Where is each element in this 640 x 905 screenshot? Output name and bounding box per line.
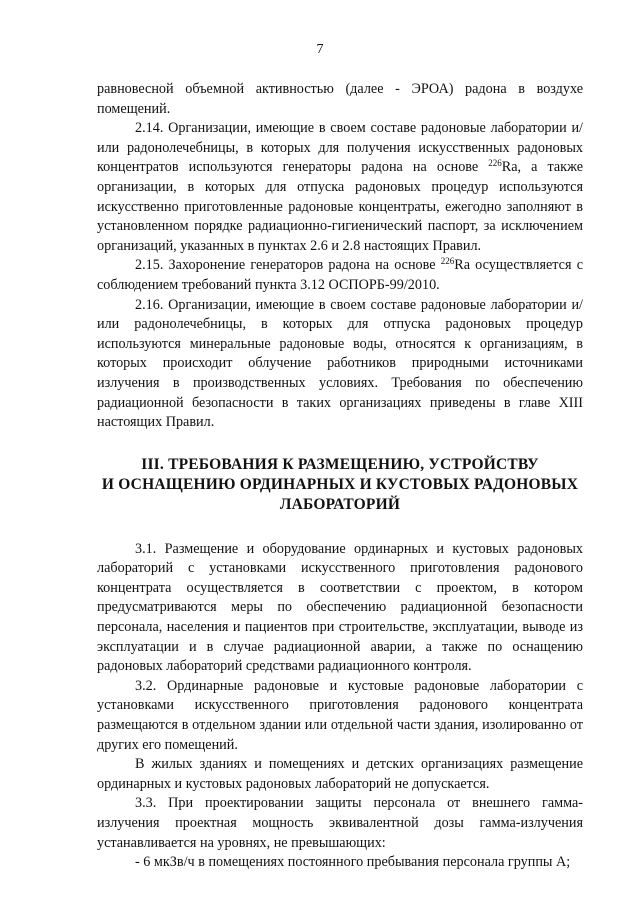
paragraph-2-16: 2.16. Организации, имеющие в своем составе радоновые лаборатории и/или радонолечебницы, в которых для отпуска радоновых процедур используются минеральные радоновые воды, относятся к организациям, в которых происходит облучение работников природными источниками излучения в производственных условиях. Требования по обеспечению радиационной безопасности в таких организациях приведены в главе XIII настоящих Правил. (97, 296, 583, 431)
paragraph-3-2: 3.2. Ординарные радоновые и кустовые радоновые лаборатории с установками искусственного приготовления радонового концентрата размещаются в отдельном здании или отдельной части здания, изолированно от других его помещений. (97, 677, 583, 753)
paragraph-2-15 (97, 256, 583, 295)
document-body (97, 80, 583, 873)
section-title-line-2: И ОСНАЩЕНИЮ ОРДИНАРНЫХ И КУСТОВЫХ РАДОНОВЫХ (101, 475, 579, 493)
paragraph-2-14-text-b: Ra, а также организации, в которых для отпуска радоновых процедур используются искусственно приготовленные радоновые концентраты, ежегодно заполняют в установленном порядке радиационно-гигиенический паспорт, за исключением организаций, указанных в пунктах 2.6 и 2.8 настоящих Правил. (97, 159, 583, 254)
paragraph-3-2-note: В жилых зданиях и помещениях и детских организациях размещение ординарных и кустовых радоновых лабораторий не допускается. (97, 756, 583, 792)
section-title (97, 455, 583, 515)
paragraph-2-15-text-b: Ra осуществляется с соблюдением требований пункта 3.12 ОСПОРБ-99/2010. (97, 257, 583, 293)
isotope-mass-number: 226 (440, 256, 455, 267)
paragraph-3-3: 3.3. При проектировании защиты персонала от внешнего гамма-излучения проектная мощность эквивалентной дозы гамма-излучения устанавливается на уровнях, не превышающих: (97, 795, 583, 851)
paragraph-2-15-text-a: 2.15. Захоронение генераторов радона на основе (135, 257, 441, 274)
isotope-mass-number: 226 (488, 158, 502, 169)
paragraph-2-14-text-a: 2.14. Организации, имеющие в своем составе радоновые лаборатории и/или радонолечебницы, в которых для получения искусственных радоновых концентратов используются генераторы радона на основе (97, 120, 583, 176)
section-title-line-1: III. ТРЕБОВАНИЯ К РАЗМЕЩЕНИЮ, УСТРОЙСТВУ (141, 455, 539, 473)
paragraph-3-1: 3.1. Размещение и оборудование ординарных и кустовых радоновых лабораторий с установками искусственного приготовления радонового концентрата осуществляется в соответствии с проектом, в котором предусматриваются меры по обеспечению радиационной безопасности персонала, населения и пациентов при строительстве, эксплуатации, выводе из эксплуатации и в случае радиационной аварии, а также по оснащению радоновых лабораторий средствами радиационного контроля. (97, 540, 583, 675)
page-number: 7 (316, 42, 324, 57)
paragraph-continuation: равновесной объемной активностью (далее - ЭРОА) радона в воздухе помещений. (97, 81, 583, 117)
list-item-dose-limit: - 6 мкЗв/ч в помещениях постоянного пребывания персонала группы А; (135, 854, 571, 871)
paragraph-2-14 (97, 119, 583, 256)
section-title-line-3: ЛАБОРАТОРИЙ (279, 495, 401, 513)
